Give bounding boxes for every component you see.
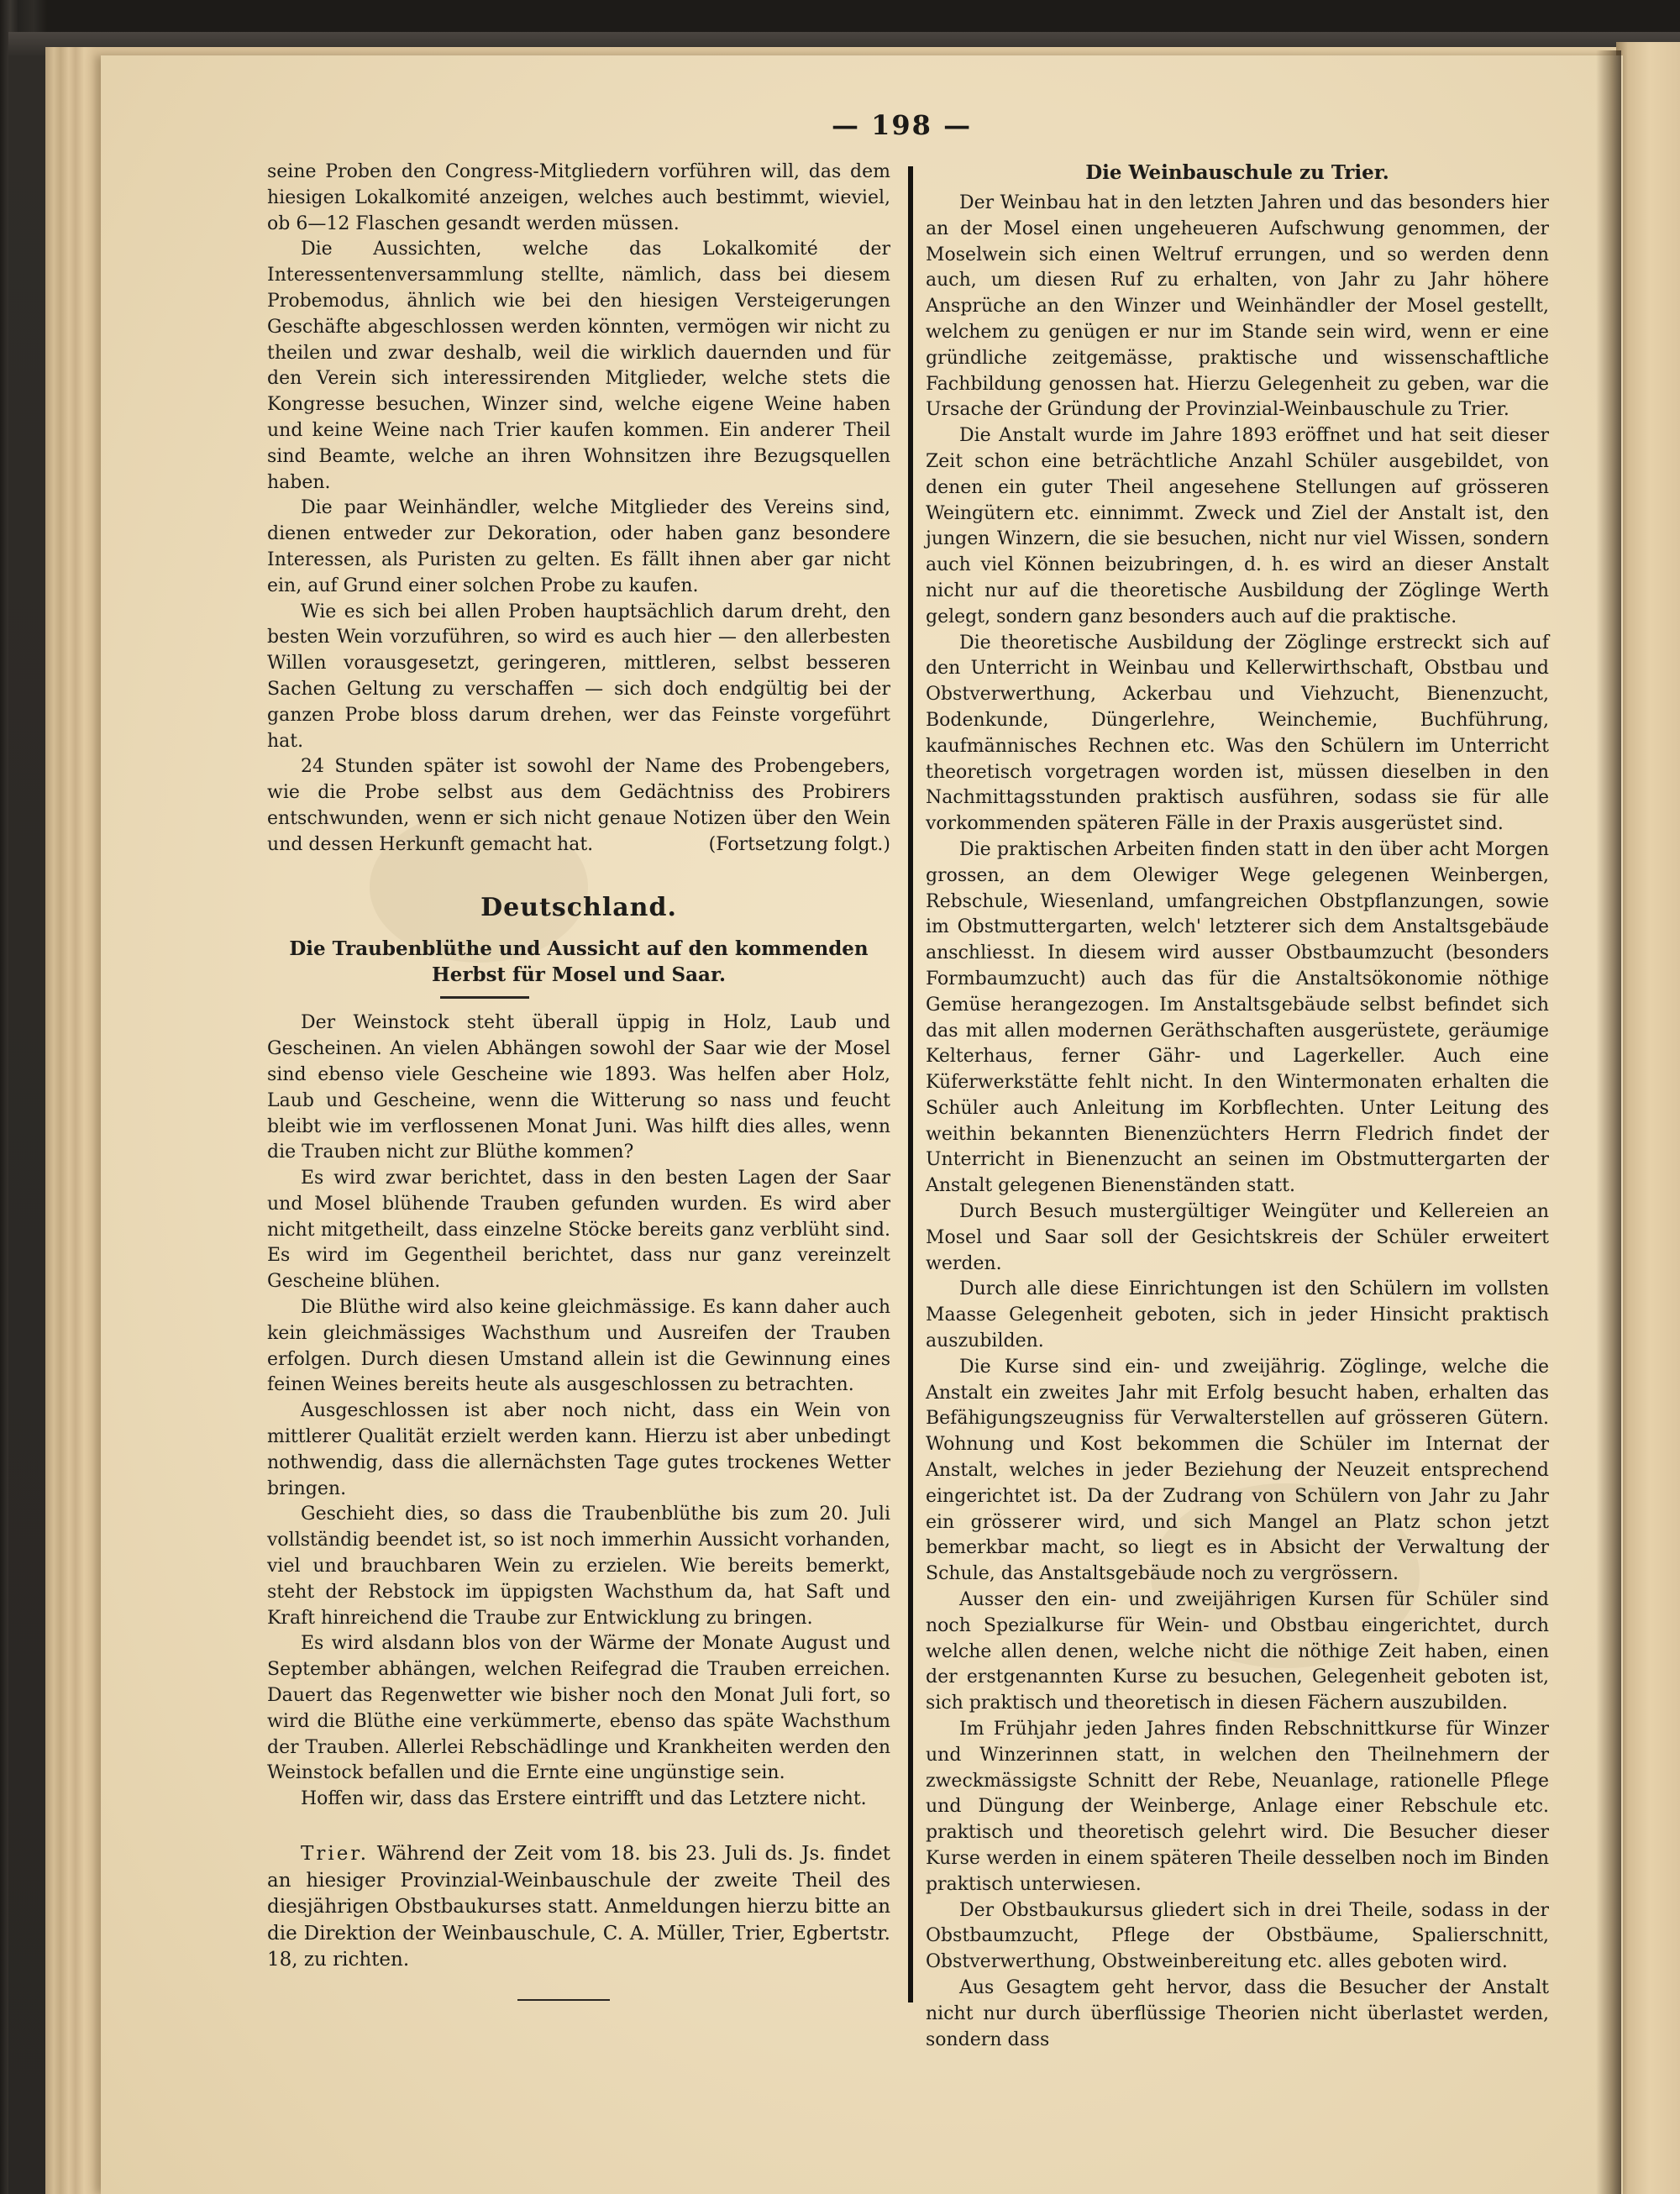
paragraph: Der Obstbaukursus gliedert sich in drei Theile, sodass in der Obstbaumzucht, Pflege der Obstbäume, Spalierschnitt, Obstverwerthung, Obstweinbereitung etc. alles geboten wird. <box>926 1899 1549 1973</box>
paragraph: Durch alle diese Einrichtungen ist den Schülern im vollsten Maasse Gelegenheit geboten, sich in jeder Hinsicht praktisch auszubilden. <box>926 1278 1549 1352</box>
paragraph: Die Aussichten, welche das Lokalkomité der Interessentenversammlung stellte, nämlich, dass bei diesem Probemodus, ähnlich wie bei den hiesigen Versteigerungen Geschäfte abgeschlossen werden könnten, vermögen wir nicht zu theilen und zwar deshalb, weil die wirklich dauernden und für den Verein sich interessirenden Mitglieder, welche stets die Kongresse besuchen, Winzer sind, welche eigene Weine haben und keine Weine nach Trier kaufen kommen. Ein anderer Theil sind Beamte, welche an ihren Wohnsitzen ihre Bezugsquellen haben. <box>267 239 890 493</box>
column-rule <box>908 166 913 2002</box>
paragraph: Durch Besuch mustergültiger Weingüter und Kellereien an Mosel und Saar soll der Gesichtskreis der Schüler erweitert werden. <box>926 1201 1549 1274</box>
paragraph: Im Frühjahr jeden Jahres finden Rebschnittkurse für Winzer und Winzerinnen statt, in welchen den Theilnehmern der zweckmässigste Schnitt der Rebe, Neuanlage, rationelle Pflege und Düngung der Weinberge, Anlage einer Rebschule etc. praktisch und theoretisch gelehrt wird. Die Besucher dieser Kurse werden in einem späteren Theile desselben noch im Binden praktisch unterwiesen. <box>926 1719 1549 1895</box>
paragraph: Es wird alsdann blos von der Wärme der Monate August und September abhängen, welchen Reifegrad die Trauben erreichen. Dauert das Regenwetter wie bisher noch den Monat Juli fort, so wird die Blüthe eine verkümmerte, ebenso das späte Wachsthum der Trauben. Allerlei Rebschädlinge und Krankheiten werden den Weinstock befallen und die Ernte eine ungünstige sein. <box>267 1633 890 1784</box>
notice-text: Während der Zeit vom 18. bis 23. Juli ds. Js. findet an hiesiger Provinzial-Weinbauschule der zweite Theil des diesjährigen Obstbaukurses statt. Anmeldungen hierzu bitte an die Direktion der Weinbauschule, C. A. Müller, Trier, Egbertstr. 18, zu richten. <box>267 1843 891 1971</box>
paragraph: Die Anstalt wurde im Jahre 1893 eröffnet und hat seit dieser Zeit schon eine beträchtliche Anzahl Schüler ausgebildet, von denen ein guter Theil angesehene Stellungen auf grösseren Weingütern etc. einnimmt. Zweck und Ziel der Anstalt ist, den jungen Winzern, die sie besuchen, nicht nur viel Wissen, sondern auch viel Können beizubringen, d. h. es wird an dieser Anstalt nicht nur auf die theoretische Ausbildung der Zöglinge Werth gelegt, sondern ganz besonders auch auf die praktische. <box>926 425 1549 627</box>
article-body <box>267 1010 890 1813</box>
paragraph: Es wird zwar berichtet, dass in den besten Lagen der Saar und Mosel blühende Trauben gefunden wurden. Es wird aber nicht mitgetheilt, dass einzelne Stöcke bereits ganz verblüht sind. Es wird im Gegentheil berichtet, dass nur ganz vereinzelt Gescheine blühen. <box>267 1168 890 1293</box>
paragraph: seine Proben den Congress-Mitgliedern vorführen will, das dem hiesigen Lokalkomité anzeigen, welches auch bestimmt, wieviel, ob 6—12 Flaschen gesandt werden müssen. <box>267 161 890 234</box>
notice <box>267 1841 890 1974</box>
paragraph-text: 24 Stunden später ist sowohl der Name des Probengebers, wie die Probe selbst aus dem Gedächtniss des Probirers entschwunden, wenn er sich nicht genaue Notizen über den Wein und dessen Herkunft gemacht hat. <box>267 756 890 855</box>
paragraph: Ausgeschlossen ist aber noch nicht, dass ein Wein von mittlerer Qualität erzielt werden kann. Hierzu ist aber unbedingt nothwendig, dass die allernächsten Tage gutes trockenes Wetter bringen. <box>267 1400 890 1499</box>
paragraph: Wie es sich bei allen Proben hauptsächlich darum dreht, den besten Wein vorzuführen, so wird es auch hier — den allerbesten Willen vorausgesetzt, geringeren, mittleren, selbst besseren Sachen Geltung zu verschaffen — sich doch endgültig bei der ganzen Probe bloss darum drehen, wer das Feinste vorgeführt hat. <box>267 601 890 752</box>
left-column <box>267 160 890 2001</box>
section-heading: Deutschland. <box>480 892 677 922</box>
article-title: Die Traubenblüthe und Aussicht auf den kommenden Herbst für Mosel und Saar. <box>289 937 869 987</box>
paragraph: Der Weinstock steht überall üppig in Holz, Laub und Gescheinen. An vielen Abhängen sowohl der Saar wie der Mosel sind ebenso viele Gescheine wie 1893. Was helfen aber Holz, Laub und Gescheine, wenn die Witterung so nass und feucht bleibt wie im verflossenen Monat Juni. Was hilft dies alles, wenn die Trauben nicht zur Blüthe kommen? <box>267 1012 890 1163</box>
gutter-shadow <box>1596 50 1621 2194</box>
paragraph: Die paar Weinhändler, welche Mitglieder des Vereins sind, dienen entweder zur Dekoration, oder haben ganz besondere Interessen, als Puristen zu gelten. Es fällt ihnen aber gar nicht ein, auf Grund einer solchen Probe zu kaufen. <box>267 497 890 596</box>
continuation-note: (Fortsetzung folgt.) <box>708 833 890 855</box>
paragraph <box>267 754 890 858</box>
right-column <box>926 160 1549 2053</box>
paragraph: Die theoretische Ausbildung der Zöglinge erstreckt sich auf den Unterricht in Weinbau und Kellerwirthschaft, Obstbau und Obstverwerthung, Ackerbau und Viehzucht, Bienenzucht, Bodenkunde, Düngerlehre, Weinchemie, Buchführung, kaufmännisches Rechnen etc. Was den Schülern im Unterricht theoretisch vorgetragen worden ist, müssen dieselben in den Nachmittagsstunden praktisch ausführen, sodass sie für alle vorkommenden späteren Fälle in der Praxis ausgerüstet sind. <box>926 632 1549 835</box>
paragraph: Die praktischen Arbeiten finden statt in den über acht Morgen grossen, an dem Olewiger Wege gelegenen Weinbergen, Rebschule, Wiesenland, umfangreichen Obstpflanzungen, sowie im Obstmuttergarten, welch' letzterer sich dem Anstaltsgebäude anschliesst. In diesem wird ausser Obstbaumzucht (besonders Formbaumzucht) auch das für die Anstaltsökonomie nöthige Gemüse herangezogen. Im Anstaltsgebäude selbst befindet sich das mit allen modernen Geräthschaften ausgerüstete, geräumige Kelterhaus, ferner Gähr- und Lagerkeller. Auch eine Küferwerkstätte fehlt nicht. In den Wintermonaten erhalten die Schüler auch Anleitung im Korbflechten. Unter Leitung des weithin bekannten Bienenzüchters Herrn Fledrich findet der Unterricht in Bienenzucht an seinen im Obstmuttergarten der Anstalt gelegenen Bienenständen statt. <box>926 838 1549 1197</box>
paragraph: Die Kurse sind ein- und zweijährig. Zöglinge, welche die Anstalt ein zweites Jahr mit Erfolg besucht haben, erhalten das Befähigungszeugniss für Verwalterstellen auf grösseren Gütern. Wohnung und Kost bekommen die Schüler im Internat der Anstalt, welches in jeder Beziehung der Neuzeit entsprechend eingerichtet ist. Da der Zudrang von Schülern von Jahr zu Jahr ein grösserer wird, und sich Mangel an Platz schon jetzt bemerkbar macht, so liegt es in Absicht der Verwaltung der Schule, das Anstaltsgebäude noch zu vergrössern. <box>926 1356 1549 1585</box>
page-number: — 198 — <box>832 109 973 141</box>
title-separator <box>440 996 529 999</box>
paragraph: Ausser den ein- und zweijährigen Kursen für Schüler sind noch Spezialkurse für Wein- und Obstbau eingerichtet, durch welche allen denen, welche nicht die nöthige Zeit haben, einen der erstgenannten Kurse zu besuchen, Gelegenheit geboten ist, sich praktisch und theoretisch in diesen Fächern auszubilden. <box>926 1589 1549 1714</box>
end-separator <box>517 1999 610 2001</box>
paragraph: Geschieht dies, so dass die Traubenblüthe bis zum 20. Juli vollständig beendet ist, so ist noch immerhin Aussicht vorhanden, viel und brauchbaren Wein zu erzielen. Wie bereits bemerkt, steht der Rebstock im üppigsten Wachsthum da, hat Saft und Kraft hinreichend die Traube zur Entwicklung zu bringen. <box>267 1504 890 1629</box>
paragraph: Der Weinbau hat in den letzten Jahren und das besonders hier an der Mosel einen ungeheueren Aufschwung genommen, der Moselwein sich einen Weltruf errungen, und so werden denn auch, um diesen Ruf zu erhalten, von Jahr zu Jahr höhere Ansprüche an den Winzer und Weinhändler der Mosel gestellt, welchem zu genügen er nur im Stande sein wird, wenn er eine gründliche zeitgemässe, praktische und wissenschaftliche Fachbildung genossen hat. Hierzu Gelegenheit zu geben, war die Ursache der Gründung der Provinzial-Weinbauschule zu Trier. <box>926 192 1549 421</box>
paragraph: Die Blüthe wird also keine gleichmässige. Es kann daher auch kein gleichmässiges Wachsthum und Ausreifen der Trauben erfolgen. Durch diesen Umstand allein ist die Gewinnung eines feinen Weines bereits heute als ausgeschlossen zu betrachten. <box>267 1297 890 1396</box>
article-title: Die Weinbauschule zu Trier. <box>1085 161 1389 184</box>
facing-page-edge <box>1616 42 1680 2194</box>
paragraph: Hoffen wir, dass das Erstere eintrifft und das Letztere nicht. <box>301 1788 867 1810</box>
paragraph: Aus Gesagtem geht hervor, dass die Besucher der Anstalt nicht nur durch überflüssige Theorien nicht überlastet werden, sondern dass <box>926 1976 1549 2050</box>
notice-place: Trier. <box>301 1843 370 1866</box>
